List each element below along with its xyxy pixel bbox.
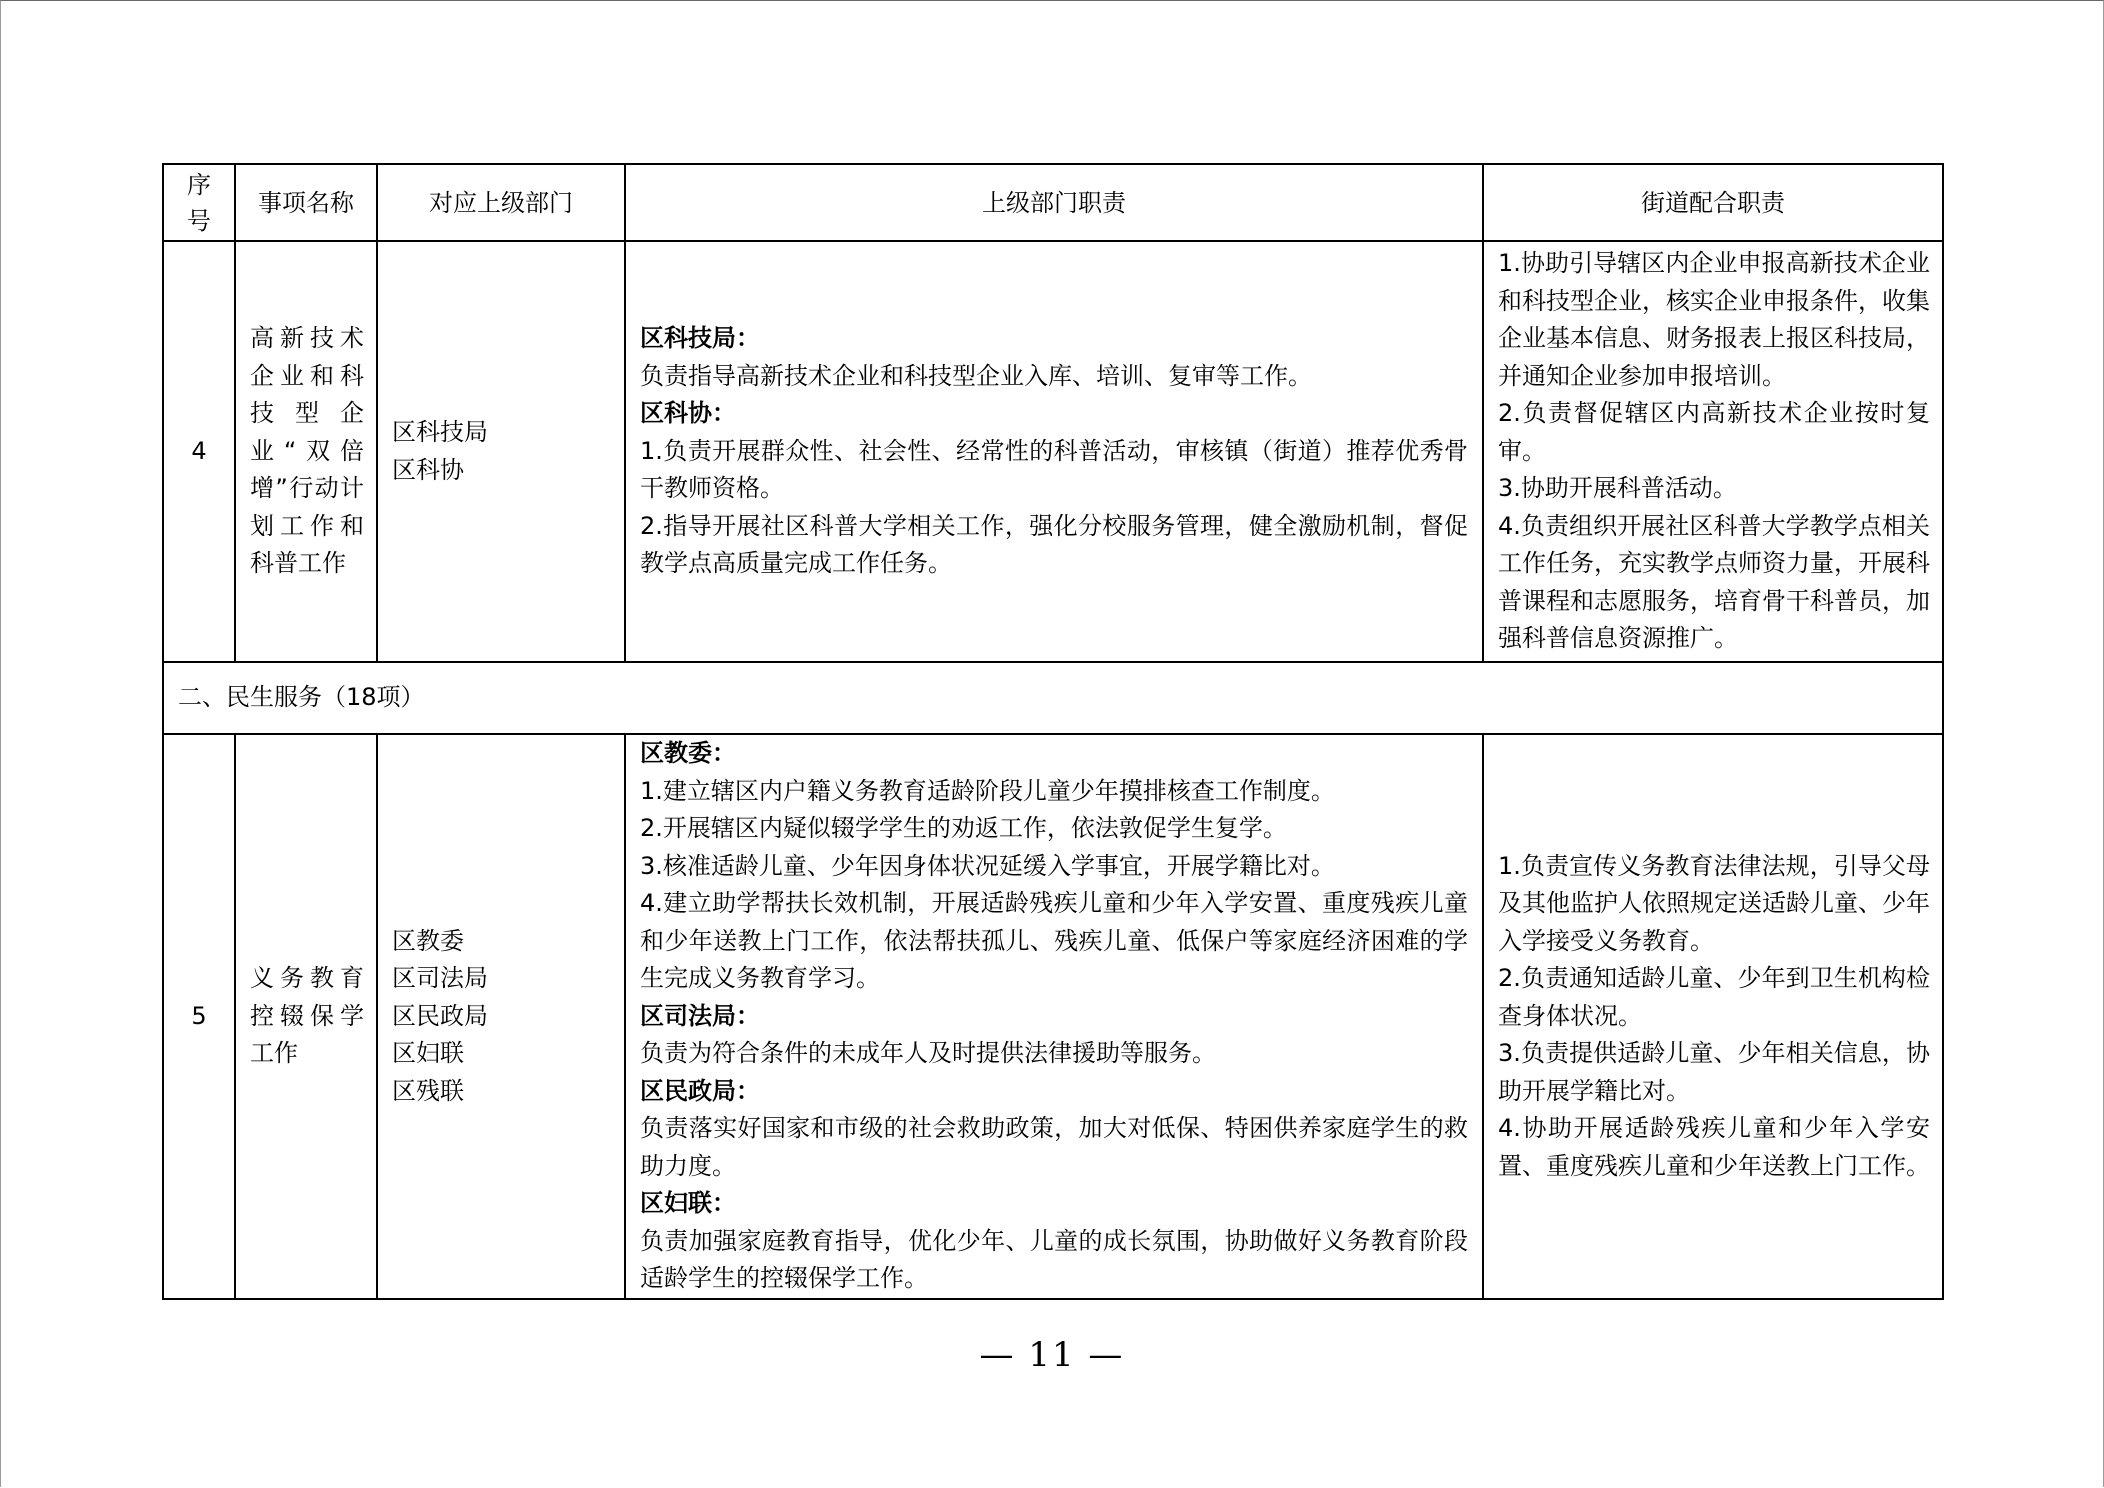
row-number: 5 [163, 734, 235, 1299]
header-seq: 序号 [163, 164, 235, 241]
department-name: 区民政局 [392, 1001, 488, 1030]
table-header-row [163, 164, 1943, 241]
table-row [163, 241, 1943, 662]
section-title: 二、民生服务（18项） [163, 662, 1943, 734]
duty-department-heading: 区妇联： [640, 1189, 736, 1217]
duty-text: 3.核准适龄儿童、少年因身体状况延缓入学事宜，开展学籍比对。 [640, 851, 1335, 880]
item-name: 义务教育控辍保学工作 [235, 734, 377, 1299]
duty-table [162, 163, 1944, 1300]
department-name: 区科技局 [392, 418, 488, 446]
department-name: 区科协 [392, 455, 464, 484]
page-number: — 11 — [979, 1335, 1125, 1375]
street-duties [1483, 241, 1943, 662]
superior-duties [625, 734, 1483, 1299]
assist-text: 4.负责组织开展社区科普大学教学点相关工作任务，充实教学点师资力量，开展科普课程和志愿服务，培育骨干科普员，加强科普信息资源推广。 [1498, 511, 1930, 653]
header-street-duty: 街道配合职责 [1483, 164, 1943, 241]
duty-text: 负责为符合条件的未成年人及时提供法律援助等服务。 [640, 1039, 1216, 1067]
department-name: 区妇联 [392, 1039, 464, 1067]
superior-departments [377, 241, 625, 662]
duty-department-heading: 区教委： [640, 739, 736, 767]
street-duties [1483, 734, 1943, 1299]
duty-text: 2.开展辖区内疑似辍学学生的劝返工作，依法敦促学生复学。 [640, 814, 1287, 842]
duty-department-heading: 区科技局： [640, 324, 760, 353]
item-name: 高新技术企业和科技型企业“双倍增”行动计划工作和科普工作 [235, 241, 377, 662]
duty-department-heading: 区科协： [640, 399, 736, 428]
department-name: 区教委 [392, 926, 464, 955]
department-name: 区司法局 [392, 964, 488, 992]
header-superior-duty: 上级部门职责 [625, 164, 1483, 241]
superior-duties [625, 241, 1483, 662]
duty-text: 1.负责开展群众性、社会性、经常性的科普活动，审核镇（街道）推荐优秀骨干教师资格。 [640, 436, 1468, 503]
duty-text: 2.指导开展社区科普大学相关工作，强化分校服务管理，健全激励机制，督促教学点高质量完成工作任务。 [640, 511, 1468, 578]
assist-text: 2.负责通知适龄儿童、少年到卫生机构检查身体状况。 [1498, 964, 1930, 1030]
table-row [163, 734, 1943, 1299]
assist-text: 4.协助开展适龄残疾儿童和少年入学安置、重度残疾儿童和少年送教上门工作。 [1498, 1114, 1930, 1180]
superior-departments [377, 734, 625, 1299]
assist-text: 3.负责提供适龄儿童、少年相关信息，协助开展学籍比对。 [1498, 1039, 1930, 1105]
duty-text: 负责落实好国家和市级的社会救助政策，加大对低保、特困供养家庭学生的救助力度。 [640, 1114, 1468, 1180]
duty-text: 负责指导高新技术企业和科技型企业入库、培训、复审等工作。 [640, 361, 1312, 390]
duty-text: 负责加强家庭教育指导，优化少年、儿童的成长氛围，协助做好义务教育阶段适龄学生的控辍保学工作。 [640, 1226, 1468, 1292]
assist-text: 3.协助开展科普活动。 [1498, 474, 1737, 503]
assist-text: 1.负责宣传义务教育法律法规，引导父母及其他监护人依照规定送适龄儿童、少年入学接受义务教育。 [1498, 851, 1930, 955]
row-number: 4 [163, 241, 235, 662]
duty-department-heading: 区民政局： [640, 1076, 760, 1105]
assist-text: 2.负责督促辖区内高新技术企业按时复审。 [1498, 399, 1930, 465]
assist-text: 1.协助引导辖区内企业申报高新技术企业和科技型企业，核实企业申报条件，收集企业基本信息、财务报表上报区科技局，并通知企业参加申报培训。 [1498, 249, 1930, 390]
header-item-name: 事项名称 [235, 164, 377, 241]
duty-text: 4.建立助学帮扶长效机制，开展适龄残疾儿童和少年入学安置、重度残疾儿童和少年送教上门工作，依法帮扶孤儿、残疾儿童、低保户等家庭经济困难的学生完成义务教育学习。 [640, 889, 1468, 992]
header-superior-dept: 对应上级部门 [377, 164, 625, 241]
department-name: 区残联 [392, 1076, 464, 1105]
duty-text: 1.建立辖区内户籍义务教育适龄阶段儿童少年摸排核查工作制度。 [640, 776, 1335, 805]
duty-department-heading: 区司法局： [640, 1001, 760, 1030]
section-row [163, 662, 1943, 734]
